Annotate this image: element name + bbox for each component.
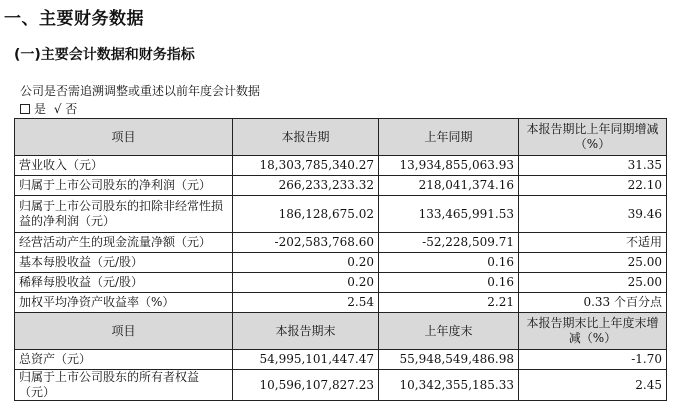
row-label: 归属于上市公司股东的净利润（元）: [15, 176, 233, 196]
subsection-title: (一)主要会计数据和财务指标: [14, 47, 195, 63]
row-label: 归属于上市公司股东的所有者权益（元）: [15, 370, 233, 401]
cell-value: 0.33 个百分点: [519, 293, 667, 313]
cell-value: 25.00: [519, 273, 667, 293]
cell-value: -202,583,768.60: [233, 233, 379, 253]
cell-value: 0.16: [379, 253, 519, 273]
cell-value: 0.20: [233, 253, 379, 273]
row-label: 经营活动产生的现金流量净额（元）: [15, 233, 233, 253]
restatement-options: [20, 100, 77, 117]
cell-value: 266,233,233.32: [233, 176, 379, 196]
restatement-question: 公司是否需追溯调整或重述以前年度会计数据: [20, 84, 261, 98]
cell-value: 31.35: [519, 156, 667, 176]
cell-value: 不适用: [519, 233, 667, 253]
table-row: [15, 233, 667, 253]
row-label: 营业收入（元）: [15, 156, 233, 176]
cell-value: 218,041,374.16: [379, 176, 519, 196]
cell-value: 39.46: [519, 196, 667, 233]
cell-value: 22.10: [519, 176, 667, 196]
header-cell: 本报告期末比上年度末增减（%）: [519, 313, 667, 350]
row-label: 基本每股收益（元/股）: [15, 253, 233, 273]
table-row: [15, 196, 667, 233]
checkbox-icon: [20, 104, 30, 114]
cell-value: 10,596,107,827.23: [233, 370, 379, 401]
cell-value: -52,228,509.71: [379, 233, 519, 253]
header-cell: 本报告期: [233, 119, 379, 156]
cell-value: 0.20: [233, 273, 379, 293]
cell-value: 2.45: [519, 370, 667, 401]
financial-data-table: [14, 118, 667, 401]
header-cell: 上年度末: [379, 313, 519, 350]
cell-value: 2.21: [379, 293, 519, 313]
cell-value: 133,465,991.53: [379, 196, 519, 233]
table-row: [15, 370, 667, 401]
section-title: 一、主要财务数据: [4, 9, 144, 29]
row-label: 稀释每股收益（元/股）: [15, 273, 233, 293]
table-header-row: [15, 313, 667, 350]
row-label: 加权平均净资产收益率（%）: [15, 293, 233, 313]
row-label: 总资产（元）: [15, 350, 233, 370]
table-header-row: [15, 119, 667, 156]
table-row: [15, 253, 667, 273]
cell-value: 13,934,855,063.93: [379, 156, 519, 176]
cell-value: 55,948,549,486.98: [379, 350, 519, 370]
table-row: [15, 293, 667, 313]
header-cell: 本报告期末: [233, 313, 379, 350]
cell-value: -1.70: [519, 350, 667, 370]
cell-value: 54,995,101,447.47: [233, 350, 379, 370]
cell-value: 0.16: [379, 273, 519, 293]
cell-value: 10,342,355,185.33: [379, 370, 519, 401]
header-cell: 项目: [15, 119, 233, 156]
cell-value: 25.00: [519, 253, 667, 273]
header-cell: 上年同期: [379, 119, 519, 156]
header-cell: 项目: [15, 313, 233, 350]
table-row: [15, 176, 667, 196]
row-label: 归属于上市公司股东的扣除非经常性损益的净利润（元）: [15, 196, 233, 233]
option-yes: 是: [34, 102, 47, 116]
table-row: [15, 350, 667, 370]
table-row: [15, 273, 667, 293]
option-no: √ 否: [53, 102, 78, 116]
cell-value: 186,128,675.02: [233, 196, 379, 233]
header-cell: 本报告期比上年同期增减（%）: [519, 119, 667, 156]
cell-value: 18,303,785,340.27: [233, 156, 379, 176]
cell-value: 2.54: [233, 293, 379, 313]
table-row: [15, 156, 667, 176]
